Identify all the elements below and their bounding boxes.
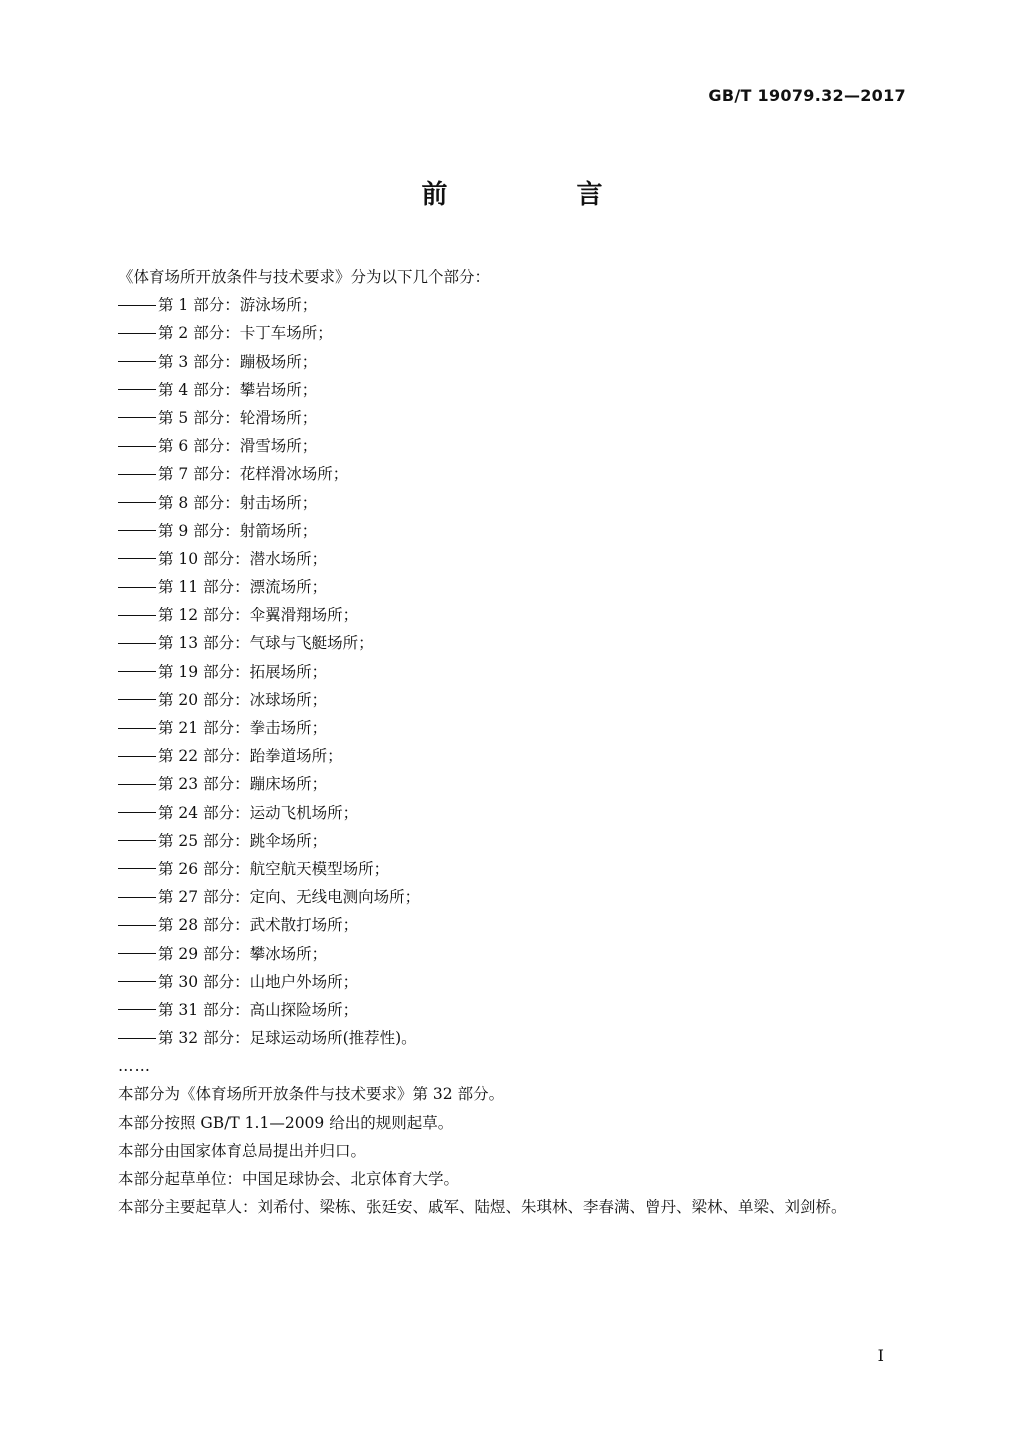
parts-list xyxy=(118,291,918,1052)
statement-line: 本部分为《体育场所开放条件与技术要求》第 32 部分。 xyxy=(118,1085,505,1104)
list-item: 第 24 部分：运动飞机场所； xyxy=(118,799,918,827)
list-item: 第 26 部分：航空航天模型场所； xyxy=(118,855,918,883)
list-item: 第 28 部分：武术散打场所； xyxy=(118,911,918,939)
list-item: 第 1 部分：游泳场所； xyxy=(118,291,918,319)
em-dash-marker xyxy=(118,389,156,390)
em-dash-marker xyxy=(118,587,156,588)
ellipsis: …… xyxy=(118,1057,151,1076)
em-dash-marker xyxy=(118,333,156,334)
em-dash-marker xyxy=(118,671,156,672)
list-item: 第 32 部分：足球运动场所(推荐性)。 xyxy=(118,1024,918,1052)
em-dash-marker xyxy=(118,1038,156,1039)
intro-line: 《体育场所开放条件与技术要求》分为以下几个部分： xyxy=(118,268,491,286)
list-item: 第 2 部分：卡丁车场所； xyxy=(118,319,918,347)
em-dash-marker xyxy=(118,897,156,898)
list-item: 第 30 部分：山地户外场所； xyxy=(118,968,918,996)
standard-code: GB/T 19079.32—2017 xyxy=(708,86,906,105)
list-item: 第 27 部分：定向、无线电测向场所； xyxy=(118,883,918,911)
list-item: 第 13 部分：气球与飞艇场所； xyxy=(118,629,918,657)
list-item: 第 20 部分：冰球场所； xyxy=(118,686,918,714)
em-dash-marker xyxy=(118,502,156,503)
list-item: 第 22 部分：跆拳道场所； xyxy=(118,742,918,770)
list-item: 第 4 部分：攀岩场所； xyxy=(118,376,918,404)
list-item: 第 23 部分：蹦床场所； xyxy=(118,770,918,798)
statement-line: 本部分起草单位：中国足球协会、北京体育大学。 xyxy=(118,1170,460,1188)
foreword-body xyxy=(118,263,918,1221)
list-item: 第 11 部分：漂流场所； xyxy=(118,573,918,601)
em-dash-marker xyxy=(118,305,156,306)
list-item: 第 8 部分：射击场所； xyxy=(118,489,918,517)
list-item: 第 7 部分：花样滑冰场所； xyxy=(118,460,918,488)
em-dash-marker xyxy=(118,925,156,926)
list-item: 第 29 部分：攀冰场所； xyxy=(118,940,918,968)
statements xyxy=(118,1080,918,1221)
em-dash-marker xyxy=(118,728,156,729)
em-dash-marker xyxy=(118,1009,156,1010)
em-dash-marker xyxy=(118,558,156,559)
em-dash-marker xyxy=(118,361,156,362)
em-dash-marker xyxy=(118,699,156,700)
em-dash-marker xyxy=(118,643,156,644)
list-item: 第 19 部分：拓展场所； xyxy=(118,658,918,686)
list-item: 第 25 部分：跳伞场所； xyxy=(118,827,918,855)
list-item: 第 12 部分：伞翼滑翔场所； xyxy=(118,601,918,629)
list-item: 第 31 部分：高山探险场所； xyxy=(118,996,918,1024)
statement-line: 本部分按照 GB/T 1.1—2009 给出的规则起草。 xyxy=(118,1113,454,1132)
list-item: 第 6 部分：滑雪场所； xyxy=(118,432,918,460)
em-dash-marker xyxy=(118,615,156,616)
em-dash-marker xyxy=(118,812,156,813)
list-item: 第 10 部分：潜水场所； xyxy=(118,545,918,573)
em-dash-marker xyxy=(118,756,156,757)
em-dash-marker xyxy=(118,417,156,418)
em-dash-marker xyxy=(118,530,156,531)
list-item: 第 9 部分：射箭场所； xyxy=(118,517,918,545)
em-dash-marker xyxy=(118,953,156,954)
page-number: I xyxy=(877,1346,884,1365)
em-dash-marker xyxy=(118,981,156,982)
list-item: 第 21 部分：拳击场所； xyxy=(118,714,918,742)
statement-line: 本部分由国家体育总局提出并归口。 xyxy=(118,1141,367,1160)
em-dash-marker xyxy=(118,474,156,475)
em-dash-marker xyxy=(118,446,156,447)
page-title: 前 言 xyxy=(421,180,663,210)
em-dash-marker xyxy=(118,868,156,869)
statement-line: 本部分主要起草人：刘希付、梁栋、张廷安、戚军、陆煜、朱琪林、李春满、曾丹、梁林、单梁、刘剑桥。 xyxy=(118,1198,847,1217)
list-item: 第 5 部分：轮滑场所； xyxy=(118,404,918,432)
em-dash-marker xyxy=(118,784,156,785)
list-item: 第 3 部分：蹦极场所； xyxy=(118,348,918,376)
em-dash-marker xyxy=(118,840,156,841)
